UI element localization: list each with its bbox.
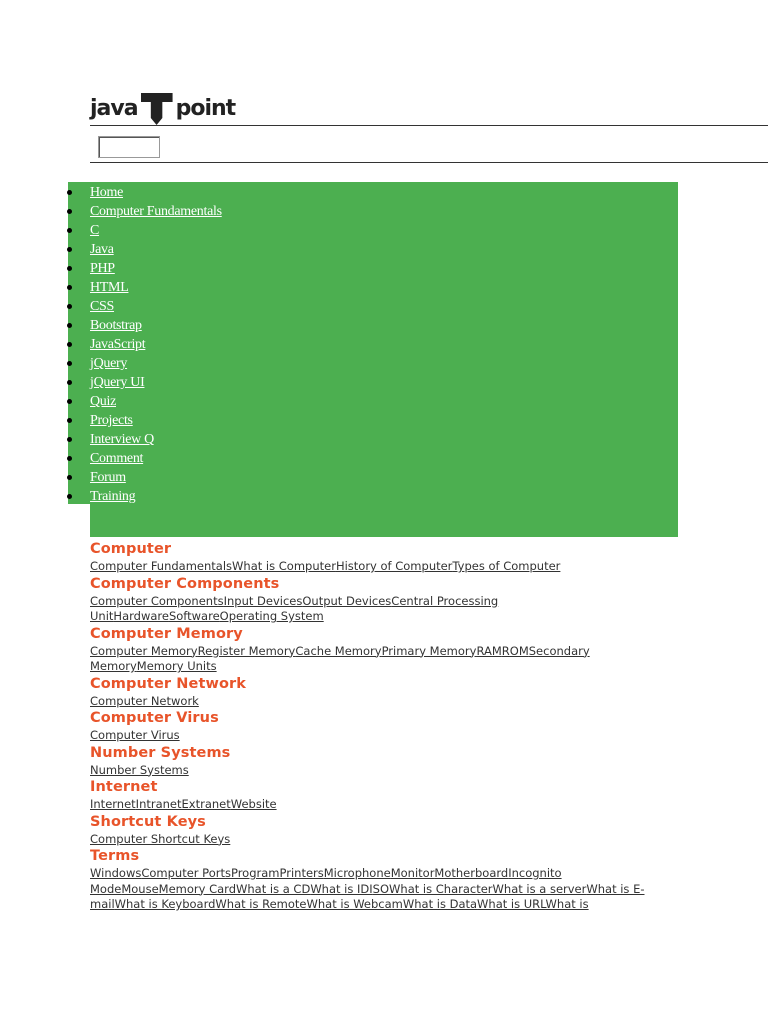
topic-link[interactable]: Computer Fundamentals bbox=[90, 559, 233, 573]
nav-item-css bbox=[68, 297, 222, 316]
section-title: Internet bbox=[90, 779, 158, 795]
topic-section bbox=[90, 709, 680, 744]
section-links bbox=[90, 644, 680, 675]
nav-item-computer-fundamentals bbox=[68, 202, 222, 221]
topic-link[interactable]: Software bbox=[168, 609, 220, 623]
section-links bbox=[90, 832, 680, 848]
nav-link[interactable]: Quiz bbox=[90, 394, 117, 409]
topic-link[interactable]: Cache Memory bbox=[295, 643, 382, 658]
section-title: Computer Components bbox=[90, 575, 280, 592]
nav-link[interactable]: JavaScript bbox=[90, 337, 146, 352]
bullet-icon bbox=[67, 475, 72, 480]
bullet-icon bbox=[67, 285, 72, 290]
nav-item-comment bbox=[68, 449, 222, 468]
topic-link[interactable]: Memory Card bbox=[158, 881, 236, 896]
section-links bbox=[90, 594, 680, 625]
nav-item-c bbox=[68, 221, 222, 240]
topic-link[interactable]: SO bbox=[372, 881, 390, 896]
topic-link[interactable]: Website bbox=[230, 797, 277, 811]
topic-link[interactable]: What is Computer bbox=[232, 559, 336, 573]
section-title: Computer Network bbox=[90, 675, 247, 692]
topic-link[interactable]: Incognito Mode bbox=[90, 866, 562, 896]
topic-list bbox=[90, 540, 680, 913]
bullet-icon bbox=[67, 247, 72, 252]
nav-link[interactable]: Home bbox=[90, 185, 124, 200]
topic-link[interactable]: Internet bbox=[90, 797, 136, 811]
nav-item-javascript bbox=[68, 335, 222, 354]
topic-link[interactable]: Computer Components bbox=[90, 593, 224, 608]
topic-link[interactable]: Types of Computer bbox=[452, 559, 561, 573]
bullet-icon bbox=[67, 418, 72, 423]
nav-link[interactable]: PHP bbox=[90, 261, 115, 276]
section-title: Computer Virus bbox=[90, 710, 219, 726]
logo[interactable] bbox=[90, 92, 235, 126]
nav-item-bootstrap bbox=[68, 316, 222, 335]
topic-link[interactable]: Operating System bbox=[219, 609, 324, 623]
nav-item-interview-q bbox=[68, 430, 222, 449]
topic-section bbox=[90, 540, 680, 575]
topic-link[interactable]: History of Computer bbox=[335, 559, 453, 573]
section-links bbox=[90, 866, 680, 913]
topic-section bbox=[90, 625, 680, 675]
topic-section bbox=[90, 813, 680, 848]
nav-item-projects bbox=[68, 411, 222, 430]
nav-item-home bbox=[68, 183, 222, 202]
topic-link[interactable]: Hardware bbox=[113, 609, 169, 623]
topic-link[interactable]: Output Devices bbox=[302, 593, 392, 608]
nav-link[interactable]: jQuery bbox=[90, 356, 128, 371]
logo-t-icon bbox=[141, 93, 173, 125]
nav-link[interactable]: jQuery UI bbox=[90, 375, 145, 390]
nav-background-extension bbox=[90, 504, 678, 537]
topic-link[interactable]: Memory Units bbox=[136, 659, 217, 673]
nav-item-training bbox=[68, 487, 222, 506]
topic-link[interactable]: Computer Memory bbox=[90, 643, 198, 658]
nav-item-java bbox=[68, 240, 222, 259]
topic-link[interactable]: Microphone bbox=[323, 866, 391, 880]
nav-item-quiz bbox=[68, 392, 222, 411]
topic-link[interactable]: ROM bbox=[501, 643, 529, 658]
topic-link[interactable]: Windows bbox=[90, 866, 142, 880]
logo-right-text: point bbox=[175, 96, 236, 121]
section-title: Terms bbox=[90, 848, 140, 864]
nav-link[interactable]: Interview Q bbox=[90, 432, 154, 447]
topic-link[interactable]: What is E-mail bbox=[90, 881, 645, 911]
topic-section bbox=[90, 778, 680, 813]
bullet-icon bbox=[67, 228, 72, 233]
bullet-icon bbox=[67, 342, 72, 347]
bullet-icon bbox=[67, 266, 72, 271]
nav-item-php bbox=[68, 259, 222, 278]
nav-link[interactable]: Comment bbox=[90, 451, 144, 466]
topic-link[interactable]: Central Processing Unit bbox=[90, 593, 499, 623]
topic-link[interactable]: Number Systems bbox=[90, 762, 189, 777]
section-title: Shortcut Keys bbox=[90, 813, 206, 830]
topic-link[interactable]: Primary Memory bbox=[381, 643, 477, 658]
topic-link[interactable]: Intranet bbox=[135, 797, 182, 811]
topic-link[interactable]: What is bbox=[545, 897, 589, 911]
topic-link[interactable]: Computer Network bbox=[90, 693, 199, 708]
nav-item-forum bbox=[68, 468, 222, 487]
topic-link[interactable]: Input Devices bbox=[223, 593, 303, 608]
topic-link[interactable]: Mouse bbox=[121, 881, 159, 896]
nav-item-html bbox=[68, 278, 222, 297]
topic-link[interactable]: Computer Virus bbox=[90, 728, 180, 742]
topic-section bbox=[90, 847, 680, 913]
topic-link[interactable]: What is URL bbox=[477, 897, 546, 911]
nav-link[interactable]: Projects bbox=[90, 413, 133, 428]
topic-link[interactable]: Register Memory bbox=[197, 643, 296, 658]
section-title: Number Systems bbox=[90, 744, 231, 761]
topic-link[interactable]: Secondary Memory bbox=[90, 643, 590, 673]
nav-link[interactable]: Forum bbox=[90, 470, 126, 485]
header-divider-bottom bbox=[90, 162, 768, 163]
topic-link[interactable]: RAM bbox=[476, 643, 502, 658]
bullet-icon bbox=[67, 494, 72, 499]
topic-section bbox=[90, 675, 680, 710]
topic-link[interactable]: What is Keyboard bbox=[114, 897, 216, 911]
main-nav bbox=[68, 183, 222, 506]
nav-item-jquery bbox=[68, 354, 222, 373]
bullet-icon bbox=[67, 209, 72, 214]
nav-link[interactable]: Bootstrap bbox=[90, 318, 142, 333]
section-links bbox=[90, 763, 680, 779]
bullet-icon bbox=[67, 323, 72, 328]
section-links bbox=[90, 559, 680, 575]
topic-section bbox=[90, 575, 680, 625]
topic-link[interactable]: What is a CD bbox=[236, 881, 311, 896]
section-title: Computer Memory bbox=[90, 625, 243, 642]
section-links bbox=[90, 694, 680, 710]
topic-link[interactable]: Motherboard bbox=[434, 866, 509, 880]
topic-link[interactable]: Printers bbox=[279, 866, 324, 880]
logo-left-text: java bbox=[90, 96, 138, 121]
bullet-icon bbox=[67, 304, 72, 309]
topic-link[interactable]: Monitor bbox=[390, 866, 435, 880]
topic-link[interactable]: What is Data bbox=[402, 897, 478, 911]
topic-link[interactable]: Extranet bbox=[181, 797, 231, 811]
bullet-icon bbox=[67, 380, 72, 385]
section-title: Computer bbox=[90, 541, 172, 557]
topic-link[interactable]: What is IDI bbox=[310, 881, 373, 896]
topic-link[interactable]: Program bbox=[230, 866, 280, 880]
header-divider-top bbox=[90, 125, 768, 126]
topic-section bbox=[90, 744, 680, 779]
topic-link[interactable]: Computer Ports bbox=[141, 866, 231, 880]
bullet-icon bbox=[67, 361, 72, 366]
nav-link[interactable]: Computer Fundamentals bbox=[90, 204, 222, 219]
nav-link[interactable]: Training bbox=[90, 489, 136, 504]
nav-link[interactable]: Java bbox=[90, 242, 114, 257]
search-input[interactable] bbox=[98, 136, 160, 158]
topic-link[interactable]: What is Character bbox=[389, 881, 493, 896]
nav-link[interactable]: C bbox=[90, 223, 100, 238]
topic-link[interactable]: What is Remote bbox=[215, 897, 307, 911]
nav-item-jquery-ui bbox=[68, 373, 222, 392]
section-links bbox=[90, 728, 680, 744]
bullet-icon bbox=[67, 437, 72, 442]
topic-link[interactable]: What is Webcam bbox=[306, 897, 403, 911]
bullet-icon bbox=[67, 456, 72, 461]
topic-link[interactable]: What is a server bbox=[492, 881, 587, 896]
bullet-icon bbox=[67, 190, 72, 195]
nav-link[interactable]: CSS bbox=[90, 299, 115, 314]
bullet-icon bbox=[67, 399, 72, 404]
nav-link[interactable]: HTML bbox=[90, 280, 129, 295]
topic-link[interactable]: Computer Shortcut Keys bbox=[90, 831, 231, 846]
section-links bbox=[90, 797, 680, 813]
